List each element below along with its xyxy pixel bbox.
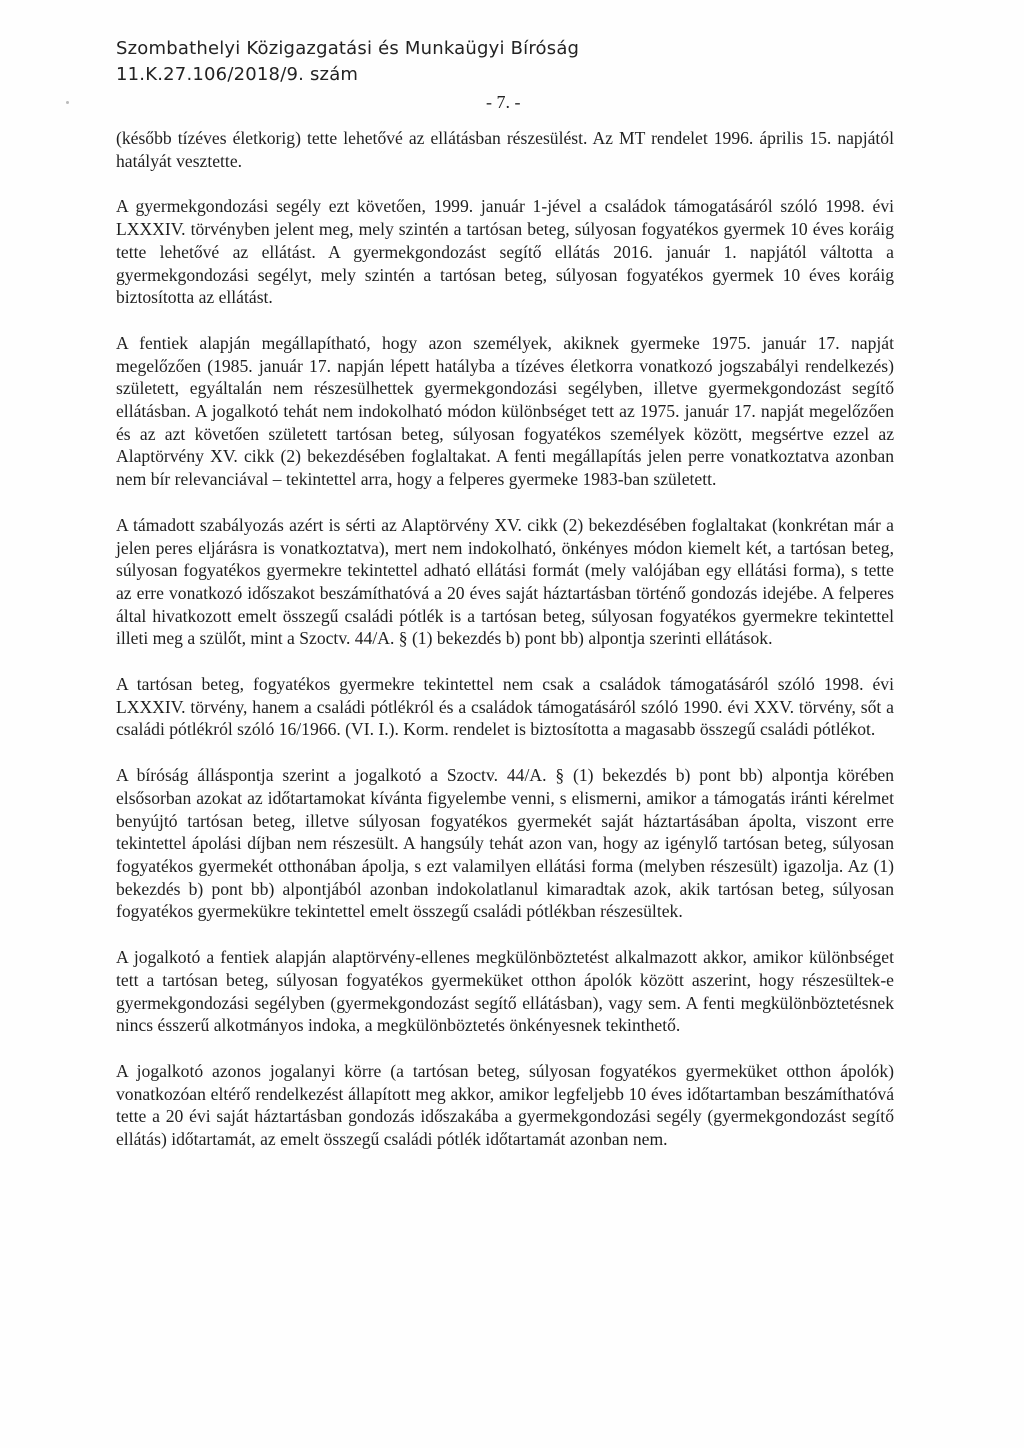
paragraph: A jogalkotó a fentiek alapján alaptörvény-ellenes megkülönböztetést alkalmazott akkor, amikor különbséget tett a tartósan beteg, súlyosan fogyatékos gyermeküket otthon ápolók között aszerint, hogy részesültek-e gyermekgondozási segélyben (gyermekgondozást segítő ellátásban), vagy sem. A fenti megkülönböztetésnek nincs ésszerű alkotmányos indoka, a megkülönböztetés önkényesnek tekinthető. (116, 947, 894, 1036)
paragraph: A támadott szabályozás azért is sérti az Alaptörvény XV. cikk (2) bekezdésében foglaltakat (konkrétan már a jelen peres eljárásra is vonatkoztatva), mert nem indokolható, önkényes módon kiemelt két, a tartósan beteg, súlyosan fogyatékos gyermekre tekintettel adható ellátási formát (mely valójában egy ellátási forma), s tette az erre vonatkozó időszakot beszámíthatóvá a 20 éves saját háztartásban történő gondozás idejébe. A felperes által hivatkozott emelt összegű családi pótlék is a tartósan beteg, súlyosan fogyatékos gyermekre tekintettel illeti meg a szülőt, mint a Szoctv. 44/A. § (1) bekezdés b) pont bb) alpontja szerinti ellátások. (116, 514, 894, 649)
page-number: - 7. - (486, 92, 521, 112)
case-number: 11.K.27.106/2018/9. szám (116, 64, 359, 85)
court-name: Szombathelyi Közigazgatási és Munkaügyi Bíróság (116, 38, 580, 59)
paragraph: (később tízéves életkorig) tette lehetővé az ellátásban részesülést. Az MT rendelet 1996. április 15. napjától hatályát vesztette. (116, 128, 894, 171)
paragraph: A gyermekgondozási segély ezt követően, 1999. január 1-jével a családok támogatásáról szóló 1998. évi LXXXIV. törvényben jelent meg, mely szintén a tartósan beteg, súlyosan fogyatékos gyermek 10 éves koráig tette lehetővé az ellátást. A gyermekgondozást segítő ellátás 2016. január 1. napjától váltotta a gyermekgondozási segélyt, mely szintén a tartósan beteg, súlyosan fogyatékos gyermek 10 éves koráig biztosította az ellátást. (116, 196, 894, 308)
scan-speck (66, 101, 69, 104)
paragraph: A tartósan beteg, fogyatékos gyermekre tekintettel nem csak a családok támogatásáról szóló 1998. évi LXXXIV. törvény, hanem a családi pótlékról és a családok támogatásáról szóló 1990. évi XXV. törvény, sőt a családi pótlékról szóló 16/1966. (VI. I.). Korm. rendelet is biztosította a magasabb összegű családi pótlékot. (116, 674, 894, 740)
document-body (116, 127, 894, 1174)
paragraph: A jogalkotó azonos jogalanyi körre (a tartósan beteg, súlyosan fogyatékos gyermeküket otthon ápolók) vonatkozóan eltérő rendelkezést állapított meg akkor, amikor legfeljebb 10 éves időtartamban beszámíthatóvá tette a 20 évi saját háztartásban gondozás időszakába a gyermekgondozási segély (gyermekgondozást segítő ellátás) időtartamát, az emelt összegű családi pótlék időtartamát azonban nem. (116, 1060, 894, 1150)
paragraph: A bíróság álláspontja szerint a jogalkotó a Szoctv. 44/A. § (1) bekezdés b) pont bb) alpontja körében elsősorban azokat az időtartamokat kívánta figyelembe venni, s elismerni, amikor a támogatás iránti kérelmet benyújtó tartósan beteg, illetve súlyosan fogyatékos gyermekét saját háztartásában ápolta, viszont erre tekintettel ápolási díjban nem részesült. A hangsúly tehát azon van, hogy az igénylő tartósan beteg, súlyosan fogyatékos gyermekét otthonában ápolja, s ezt valamilyen ellátási forma (melyben részesült) igazolja. Az (1) bekezdés b) pont bb) alpontjából azonban indokolatlanul kimaradtak azok, akik tartósan beteg, súlyosan fogyatékos gyermekükre tekintettel emelt összegű családi pótlékban részesültek. (116, 765, 894, 922)
document-header (116, 36, 579, 88)
paragraph: A fentiek alapján megállapítható, hogy azon személyek, akiknek gyermeke 1975. január 17. napját megelőzően (1985. január 17. napján lépett hatályba a tízéves életkorra vonatkozó jogszabályi rendelkezés) született, egyáltalán nem részesülhettek gyermekgondozási segélyben, illetve gyermekgondozást segítő ellátásban. A jogalkotó tehát nem indokolható módon különbséget tett az 1975. január 17. napját megelőzően és az azt követően született tartósan beteg, súlyosan fogyatékos személyek között, megsértve ezzel az Alaptörvény XV. cikk (2) bekezdésében foglaltakat. A fenti megállapítás jelen perre vonatkoztatva azonban nem bír relevanciával – tekintettel arra, hogy a felperes gyermeke 1983-ban született. (116, 332, 894, 490)
